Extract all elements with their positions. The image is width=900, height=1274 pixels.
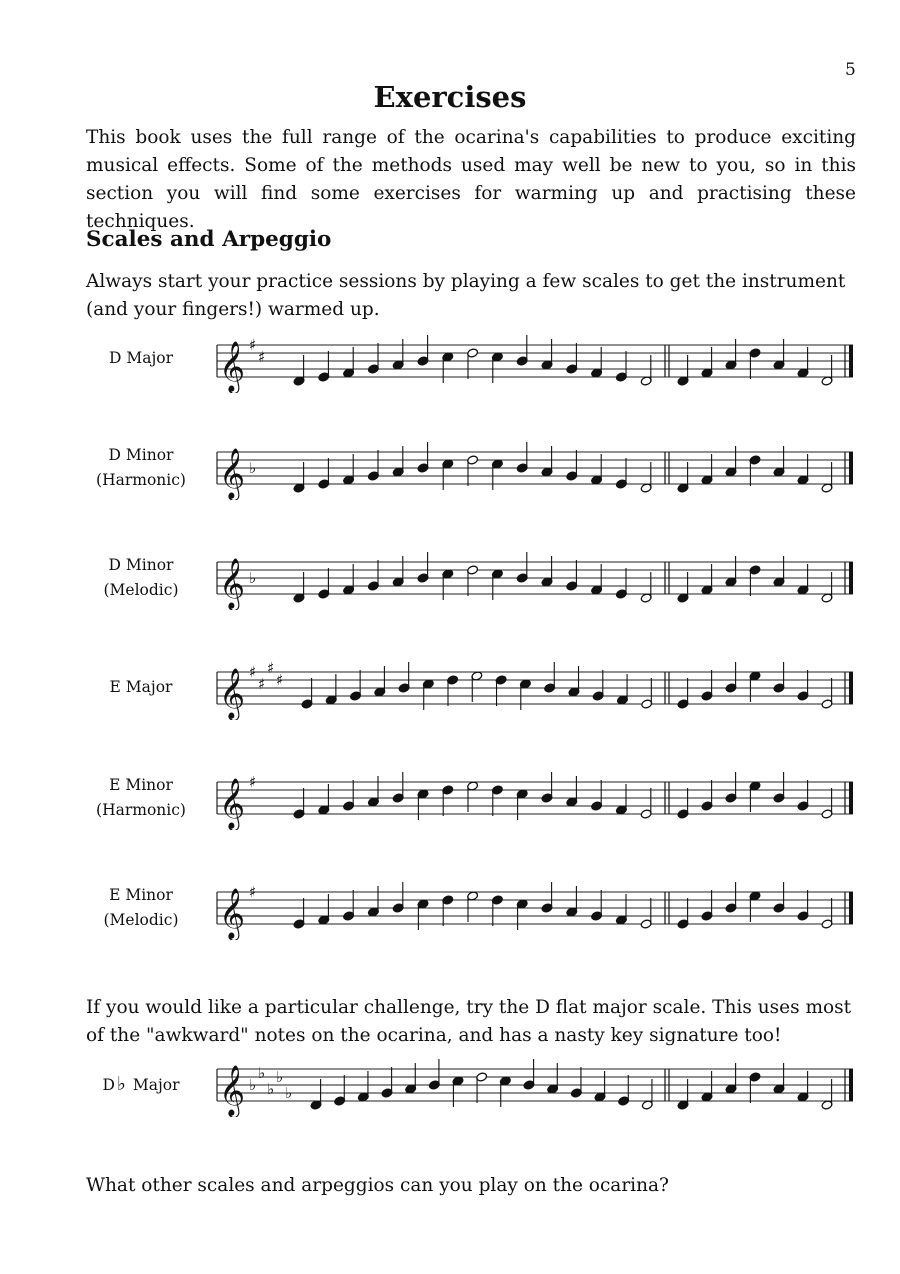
intro-paragraph: This book uses the full range of the ocarina's capabilities to produce exciting musical effects. Some of the methods used may well be new to you, so in this section you will find some exercises for warming up and practising these techniques. <box>86 127 856 232</box>
music-staff <box>213 660 863 720</box>
final-bar-thick <box>849 1069 853 1101</box>
treble-clef-icon: 𝄞 <box>219 888 246 939</box>
flat-icon: ♭ <box>249 569 257 587</box>
sharp-icon: ♯ <box>249 663 257 681</box>
scale-label: E Minor (Melodic) <box>103 886 179 929</box>
sharp-icon: ♯ <box>258 348 266 366</box>
treble-clef-icon: 𝄞 <box>219 558 246 609</box>
treble-clef-icon: 𝄞 <box>219 448 246 499</box>
sharp-icon: ♯ <box>249 773 257 791</box>
flat-icon: ♭ <box>249 459 257 477</box>
sharp-icon: ♯ <box>276 671 284 689</box>
final-bar-thick <box>849 782 853 814</box>
final-bar-thick <box>849 562 853 594</box>
final-bar-thick <box>849 672 853 704</box>
treble-clef-icon: 𝄞 <box>219 778 246 829</box>
flat-icon: ♭ <box>258 1064 266 1082</box>
music-staff <box>213 440 863 500</box>
treble-clef-icon: 𝄞 <box>219 1065 246 1116</box>
final-bar-thick <box>849 452 853 484</box>
scale-row <box>0 770 900 830</box>
flat-icon: ♭ <box>285 1084 293 1102</box>
flat-icon: ♭ <box>276 1068 284 1086</box>
scale-label: E Minor (Harmonic) <box>96 776 186 819</box>
scale-label: D Minor (Melodic) <box>103 556 179 599</box>
music-staff <box>213 550 863 610</box>
treble-clef-icon: 𝄞 <box>219 341 246 392</box>
flat-icon: ♭ <box>267 1080 275 1098</box>
page-number: 5 <box>845 60 856 80</box>
scale-label: E Major <box>109 678 173 696</box>
scale-label: D ♭ Major <box>102 1073 180 1095</box>
music-staff <box>213 333 863 393</box>
scale-row <box>0 1057 900 1117</box>
sharp-icon: ♯ <box>249 883 257 901</box>
scale-row <box>0 880 900 940</box>
scale-row <box>0 550 900 610</box>
closing-question: What other scales and arpeggios can you play on the ocarina? <box>86 1175 669 1196</box>
scale-row <box>0 333 900 393</box>
scales-intro-paragraph: Always start your practice sessions by playing a few scales to get the instrument (and your fingers!) warmed up. <box>86 271 846 320</box>
final-bar-thick <box>849 345 853 377</box>
sharp-icon: ♯ <box>267 660 275 677</box>
flat-icon: ♭ <box>249 1076 257 1094</box>
scale-row <box>0 440 900 500</box>
section-title: Scales and Arpeggio <box>86 227 332 252</box>
treble-clef-icon: 𝄞 <box>219 668 246 719</box>
sharp-icon: ♯ <box>249 336 257 354</box>
music-staff <box>213 1057 863 1117</box>
challenge-paragraph: If you would like a particular challenge, try the D flat major scale. This uses most of the "awkward" notes on the ocarina, and has a nasty key signature too! <box>86 997 852 1046</box>
page-title: Exercises <box>373 80 527 114</box>
music-staff <box>213 770 863 830</box>
scale-label: D Major <box>108 349 173 367</box>
final-bar-thick <box>849 892 853 924</box>
music-staff <box>213 880 863 940</box>
sharp-icon: ♯ <box>258 675 266 693</box>
scale-row <box>0 660 900 720</box>
scale-label: D Minor (Harmonic) <box>96 446 186 489</box>
